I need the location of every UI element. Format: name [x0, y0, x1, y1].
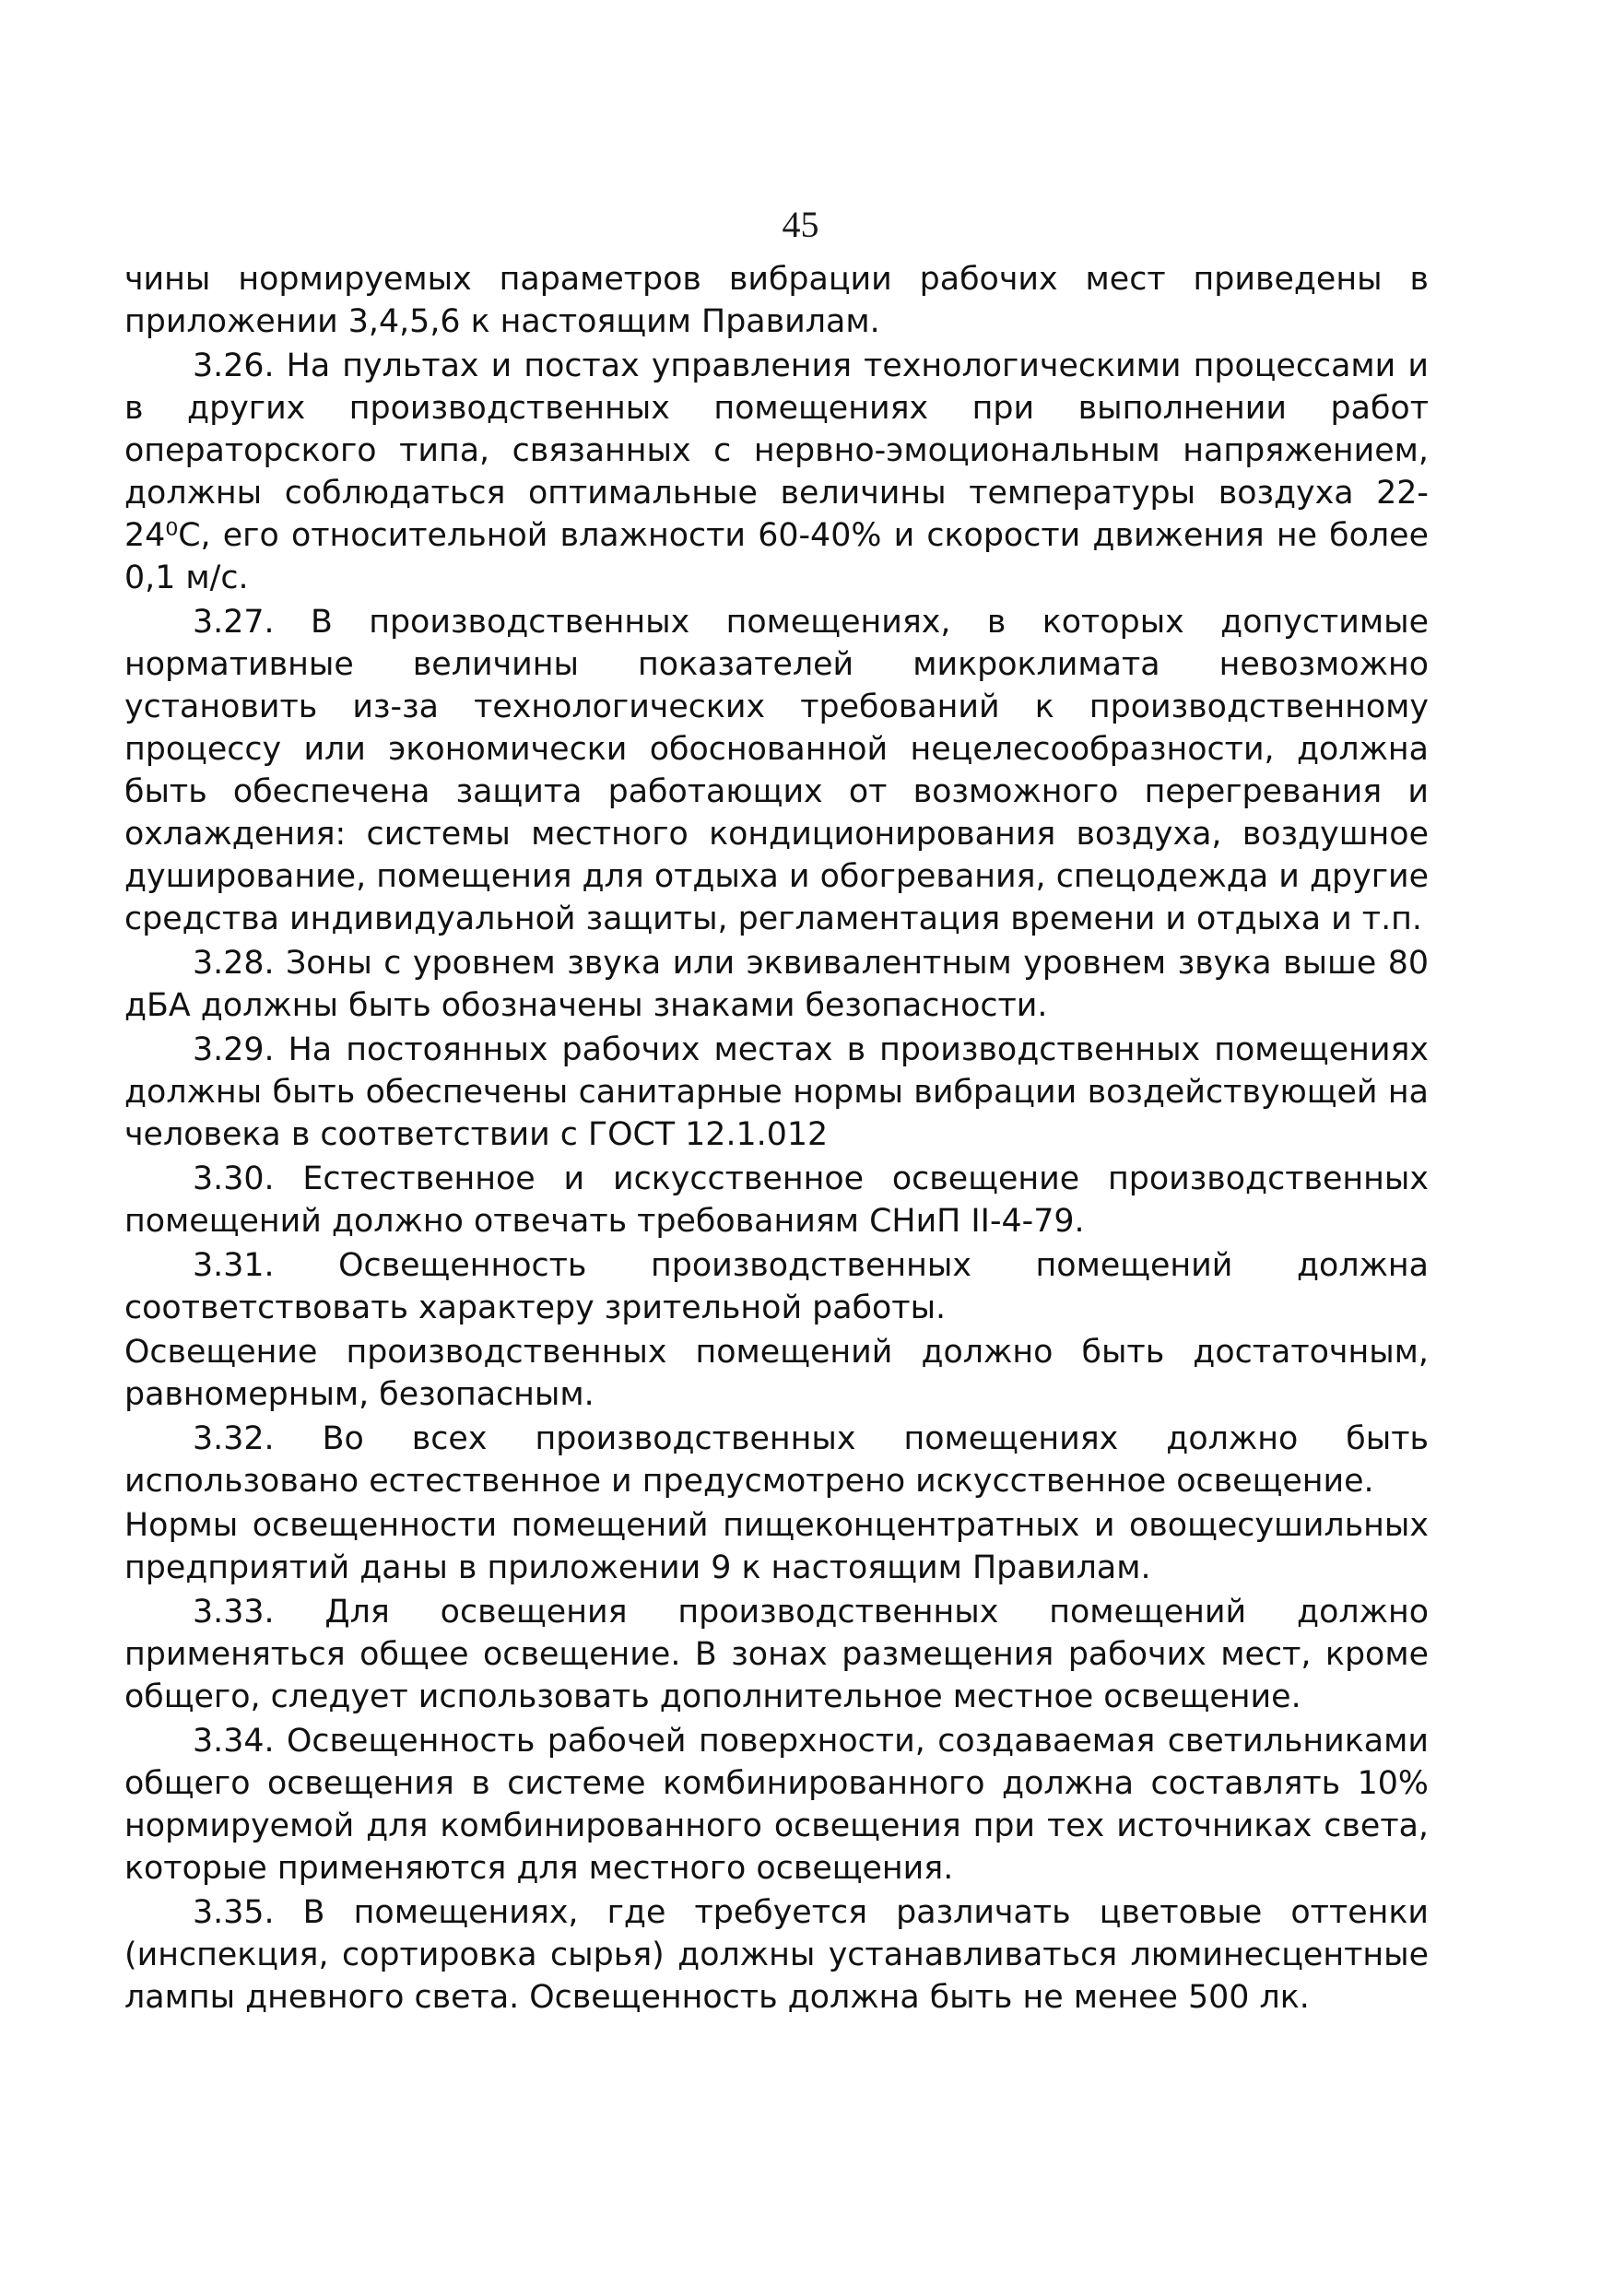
- paragraph-3-28: 3.28. Зоны с уровнем звука или эквивалентным уровнем звука выше 80 дБА должны быть обозначены знаками безопасности.: [124, 945, 1429, 1024]
- document-body: [124, 258, 1429, 2020]
- paragraph-3-32: 3.32. Во всех производственных помещениях должно быть использовано естественное и предусмотрено искусственное освещение.: [124, 1420, 1429, 1500]
- paragraph-3-30: 3.30. Естественное и искусственное освещение производственных помещений должно отвечать требованиям СНиП II-4-79.: [124, 1160, 1429, 1240]
- paragraph-3-27: 3.27. В производственных помещениях, в которых допустимые нормативные величины показателей микроклимата невозможно установить из-за технологических требований к производственному процессу или экономически обоснованной нецелесообразности, должна быть обеспечена защита работающих от возможного перегревания и охлаждения: системы местного кондиционирования воздуха, воздушное душирование, помещения для отдыха и обогревания, спецодежда и другие средства индивидуальной защиты, регламентация времени и отдыха и т.п.: [124, 604, 1429, 937]
- paragraph-3-29: 3.29. На постоянных рабочих местах в производственных помещениях должны быть обеспечены санитарные нормы вибрации воздействующей на человека в соответствии с ГОСТ 12.1.012: [124, 1031, 1429, 1153]
- paragraph-3-31: 3.31. Освещенность производственных помещений должна соответствовать характеру зрительной работы.: [124, 1247, 1429, 1326]
- paragraph-lighting-requirements: Освещение производственных помещений должно быть достаточным, равномерным, безопасным.: [124, 1334, 1429, 1413]
- page-number: 45: [782, 204, 819, 245]
- paragraph-continuation: чины нормируемых параметров вибрации рабочих мест приведены в приложении 3,4,5,6 к настоящим Правилам.: [124, 261, 1429, 340]
- paragraph-3-34: 3.34. Освещенность рабочей поверхности, создаваемая светильниками общего освещения в системе комбинированного должна составлять 10% нормируемой для комбинированного освещения при тех источниках света, которые применяются для местного освещения.: [124, 1723, 1429, 1887]
- paragraph-illumination-norms: Нормы освещенности помещений пищеконцентратных и овощесушильных предприятий даны в приложении 9 к настоящим Правилам.: [124, 1507, 1429, 1586]
- paragraph-3-33: 3.33. Для освещения производственных помещений должно применяться общее освещение. В зонах размещения рабочих мест, кроме общего, следует использовать дополнительное местное освещение.: [124, 1594, 1429, 1715]
- paragraph-3-35: 3.35. В помещениях, где требуется различать цветовые оттенки (инспекция, сортировка сырья) должны устанавливаться люминесцентные лампы дневного света. Освещенность должна быть не менее 500 лк.: [124, 1894, 1429, 2016]
- paragraph-3-26: 3.26. На пультах и постах управления технологическими процессами и в других производственных помещениях при выполнении работ операторского типа, связанных с нервно-эмоциональным напряжением, должны соблюдаться оптимальные величины температуры воздуха 22-24⁰С, его относительной влажности 60-40% и скорости движения не более 0,1 м/с.: [124, 347, 1429, 596]
